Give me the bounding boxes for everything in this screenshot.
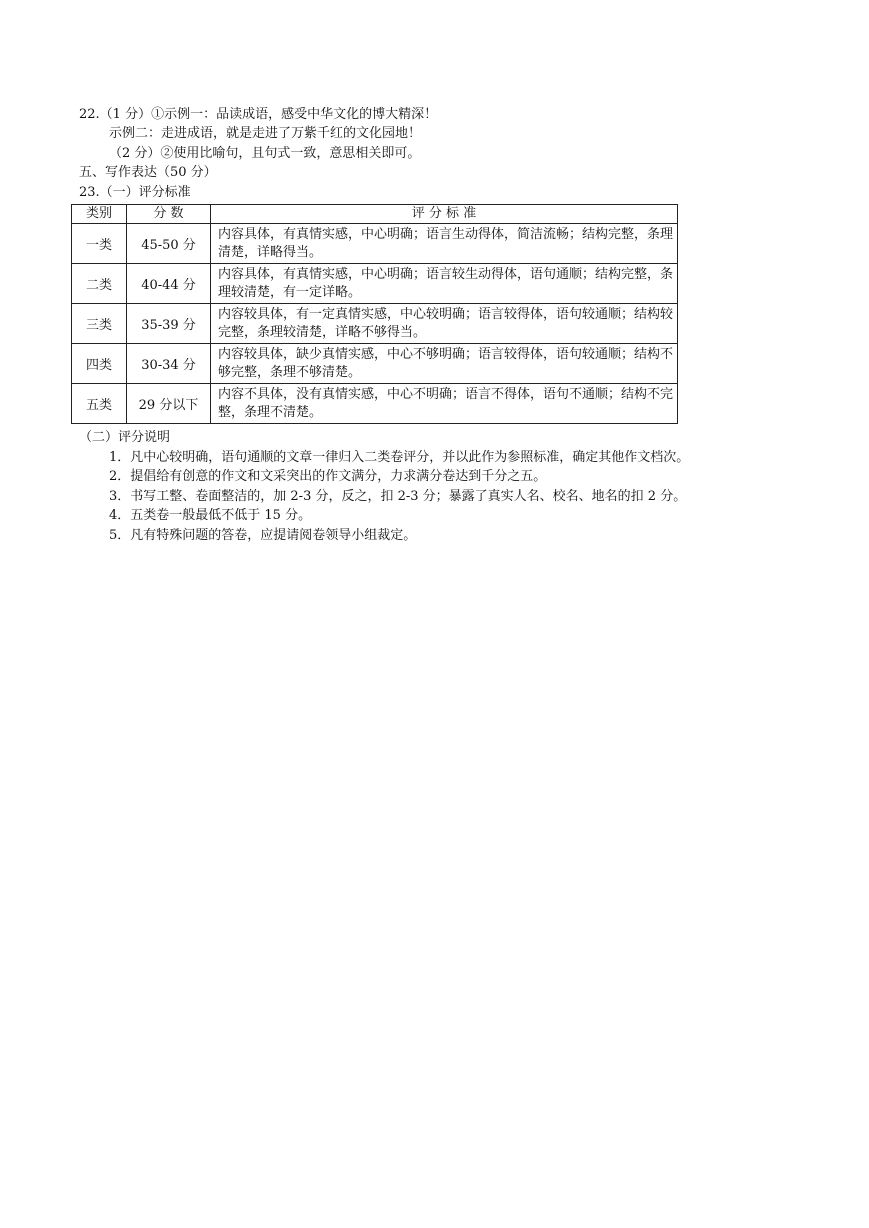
table-header-row — [72, 205, 678, 224]
header-score: 分 数 — [127, 205, 211, 224]
q22-line-2: 示例二：走进成语，就是走进了万紫千红的文化园地！ — [109, 126, 422, 141]
row-score: 45-50 分 — [127, 224, 211, 264]
row-standard: 内容较具体，有一定真情实感，中心较明确；语言较得体，语句较通顺；结构较完整，条理较清楚，详略不够得当。 — [211, 304, 678, 344]
row-standard: 内容具体，有真情实感，中心明确；语言较生动得体，语句通顺；结构完整，条理较清楚，有一定详略。 — [211, 264, 678, 304]
row-category: 一类 — [72, 224, 127, 264]
q22-line-1: 22.（1 分）①示例一：品读成语，感受中华文化的博大精深！ — [79, 107, 438, 122]
table-row — [72, 224, 678, 264]
note-item-5: 5．凡有特殊问题的答卷，应提请阅卷领导小组裁定。 — [109, 528, 417, 543]
header-standard: 评 分 标 准 — [211, 205, 678, 224]
section-5-heading: 五、写作表达（50 分） — [79, 165, 217, 180]
note-item-1: 1．凡中心较明确，语句通顺的文章一律归入二类卷评分，并以此作为参照标准，确定其他作文档次。 — [109, 450, 690, 465]
row-category: 二类 — [72, 264, 127, 304]
table-row — [72, 344, 678, 384]
row-category: 三类 — [72, 304, 127, 344]
grading-standards-table — [71, 204, 678, 424]
row-score: 35-39 分 — [127, 304, 211, 344]
q23-heading: 23.（一）评分标准 — [79, 185, 191, 200]
note-item-2: 2．提倡给有创意的作文和文采突出的作文满分，力求满分卷达到千分之五。 — [109, 469, 547, 484]
note-item-4: 4．五类卷一般最低不低于 15 分。 — [109, 508, 312, 523]
table-row — [72, 304, 678, 344]
notes-heading: （二）评分说明 — [79, 430, 171, 445]
row-standard: 内容不具体，没有真情实感，中心不明确；语言不得体，语句不通顺；结构不完整，条理不清楚。 — [211, 384, 678, 424]
row-category: 五类 — [72, 384, 127, 424]
row-standard: 内容具体，有真情实感，中心明确；语言生动得体，简洁流畅；结构完整，条理清楚，详略得当。 — [211, 224, 678, 264]
note-item-3: 3．书写工整、卷面整洁的，加 2-3 分，反之，扣 2-3 分；暴露了真实人名、校名、地名的扣 2 分。 — [109, 489, 687, 504]
row-score: 30-34 分 — [127, 344, 211, 384]
q22-line-3: （2 分）②使用比喻句，且句式一致，意思相关即可。 — [109, 146, 421, 161]
row-standard: 内容较具体，缺少真情实感，中心不够明确；语言较得体，语句较通顺；结构不够完整，条理不够清楚。 — [211, 344, 678, 384]
header-category: 类别 — [72, 205, 127, 224]
row-score: 29 分以下 — [127, 384, 211, 424]
table-row — [72, 384, 678, 424]
row-score: 40-44 分 — [127, 264, 211, 304]
row-category: 四类 — [72, 344, 127, 384]
table-row — [72, 264, 678, 304]
